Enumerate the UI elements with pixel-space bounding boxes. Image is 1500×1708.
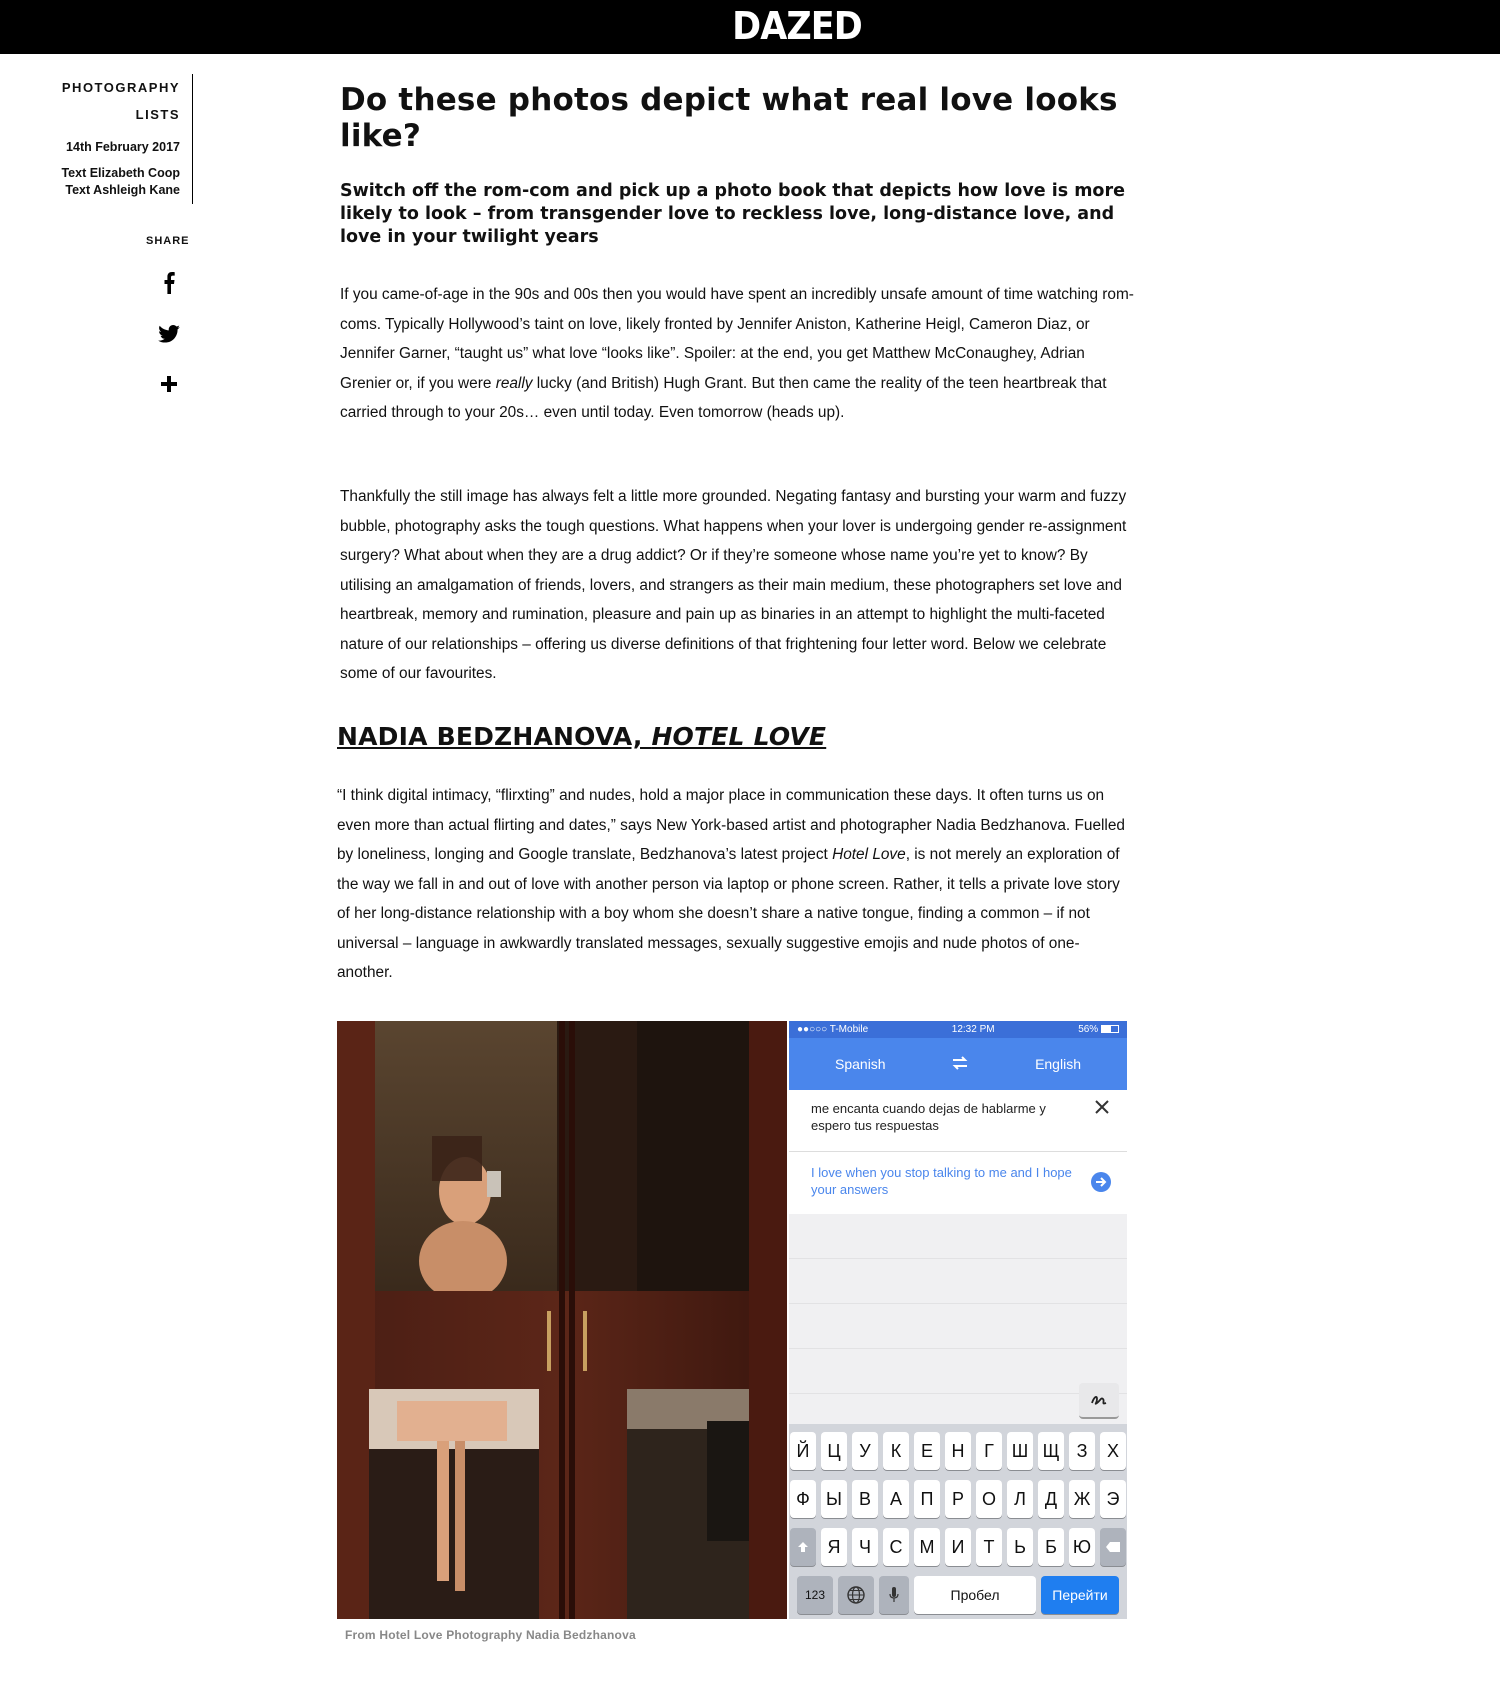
key[interactable]: Э <box>1100 1480 1126 1518</box>
key-row-2 <box>789 1480 1127 1518</box>
translate-screenshot <box>789 1021 1127 1619</box>
share-label: SHARE <box>146 235 190 247</box>
article-header <box>340 82 1130 249</box>
key[interactable]: Ф <box>790 1480 816 1518</box>
key[interactable]: Е <box>914 1432 940 1470</box>
paragraph-3: “I think digital intimacy, “flirxting” and nudes, hold a major place in communication these days. It often turns us on even more than actual flirting and dates,” says New York-based artist and photographer Nadia Bedzhanova. Fuelled by loneliness, longing and Google translate, Bedzhanova’s latest project Hotel Love, is not merely an exploration of the way we fall in and out of love with another person via laptop or phone screen. Rather, it tells a private love story of her long-distance relationship with a boy whom she doesn’t share a native tongue, finding a common – if not universal – language in awkwardly translated messages, sexually suggestive emojis and nude photos of one-another. <box>337 787 1125 981</box>
site-header <box>0 0 1500 54</box>
key[interactable]: Т <box>976 1528 1002 1566</box>
key[interactable]: Ю <box>1069 1528 1095 1566</box>
backspace-icon[interactable] <box>1100 1528 1126 1566</box>
subsection-link[interactable]: LISTS <box>135 107 180 122</box>
go-key[interactable]: Перейти <box>1041 1576 1119 1614</box>
key[interactable]: Ж <box>1069 1480 1095 1518</box>
key[interactable]: В <box>852 1480 878 1518</box>
key[interactable]: П <box>914 1480 940 1518</box>
credit-line[interactable]: Text Ashleigh Kane <box>65 183 180 197</box>
key[interactable]: З <box>1069 1432 1095 1470</box>
section-heading[interactable]: NADIA BEDZHANOVA, HOTEL LOVE <box>337 722 827 751</box>
clear-icon[interactable] <box>1095 1100 1109 1118</box>
key[interactable]: С <box>883 1528 909 1566</box>
key[interactable]: Б <box>1038 1528 1064 1566</box>
swap-languages-icon[interactable] <box>951 1056 969 1073</box>
key[interactable]: Ш <box>1007 1432 1033 1470</box>
key[interactable]: Д <box>1038 1480 1064 1518</box>
headline: Do these photos depict what real love looks like? <box>340 82 1118 154</box>
target-language[interactable]: English <box>1035 1056 1081 1072</box>
standfirst: Switch off the rom-com and pick up a photo book that depicts how love is more likely to look – from transgender love to reckless love, long-distance love, and love in your twilight years <box>340 181 1125 247</box>
key[interactable]: Г <box>976 1432 1002 1470</box>
battery-label: 56% <box>1078 1024 1119 1035</box>
key[interactable]: Ч <box>852 1528 878 1566</box>
credit-line[interactable]: Text Elizabeth Coop <box>61 166 180 180</box>
paragraph-1: If you came-of-age in the 90s and 00s then you would have spent an incredibly unsafe amount of time watching rom-coms. Typically Hollywood’s taint on love, likely fronted by Jennifer Aniston, Katherine Heigl, Cameron Diaz, or Jennifer Garner, “taught us” what love “looks like”. Spoiler: at the end, you get Matthew McConaughey, Adrian Grenier or, if you were really lucky (and British) Hugh Grant. But then came the reality of the teen heartbreak that carried through to your 20s… even until today. Even tomorrow (heads up). <box>340 286 1134 421</box>
credits <box>13 165 180 199</box>
hotel-love-photo <box>337 1021 787 1619</box>
twitter-icon[interactable] <box>158 322 180 346</box>
key[interactable]: Л <box>1007 1480 1033 1518</box>
key[interactable]: Щ <box>1038 1432 1064 1470</box>
globe-icon[interactable] <box>838 1576 874 1614</box>
key[interactable]: Ь <box>1007 1528 1033 1566</box>
key[interactable]: Й <box>790 1432 816 1470</box>
key[interactable]: Н <box>945 1432 971 1470</box>
key[interactable]: Х <box>1100 1432 1126 1470</box>
source-text-input[interactable]: me encanta cuando dejas de hablarme y espero tus respuestas <box>789 1090 1127 1152</box>
key[interactable]: К <box>883 1432 909 1470</box>
key-row-1 <box>789 1432 1127 1470</box>
article-meta <box>13 74 193 204</box>
carrier-label: ●●○○○ T-Mobile <box>797 1024 869 1035</box>
russian-keyboard <box>789 1424 1127 1619</box>
translation-output: I love when you stop talking to me and I hope your answers <box>789 1152 1127 1214</box>
key[interactable]: О <box>976 1480 1002 1518</box>
language-bar <box>789 1038 1127 1090</box>
key[interactable]: Ц <box>821 1432 847 1470</box>
site-logo[interactable]: DAZED <box>732 4 862 48</box>
key[interactable]: М <box>914 1528 940 1566</box>
source-language[interactable]: Spanish <box>835 1056 886 1072</box>
shift-icon[interactable] <box>790 1528 816 1566</box>
key[interactable]: Я <box>821 1528 847 1566</box>
image-caption: From Hotel Love Photography Nadia Bedzhanova <box>345 1628 636 1642</box>
space-key[interactable]: Пробел <box>914 1576 1036 1614</box>
handwriting-icon[interactable] <box>1079 1383 1119 1419</box>
key[interactable]: А <box>883 1480 909 1518</box>
key[interactable]: У <box>852 1432 878 1470</box>
key-row-3 <box>789 1528 1127 1566</box>
microphone-icon[interactable] <box>879 1576 909 1614</box>
numbers-key[interactable]: 123 <box>797 1576 833 1614</box>
key[interactable]: И <box>945 1528 971 1566</box>
time-label: 12:32 PM <box>951 1024 995 1035</box>
status-bar <box>789 1021 1127 1038</box>
key[interactable]: Р <box>945 1480 971 1518</box>
section-link[interactable]: PHOTOGRAPHY <box>61 80 180 95</box>
plus-icon[interactable] <box>158 372 180 396</box>
key[interactable]: Ы <box>821 1480 847 1518</box>
facebook-icon[interactable] <box>158 271 180 295</box>
arrow-right-icon[interactable] <box>1091 1172 1111 1196</box>
battery-icon <box>1101 1025 1119 1033</box>
history-area <box>789 1214 1127 1439</box>
key-row-4 <box>789 1576 1127 1614</box>
paragraph-2: Thankfully the still image has always felt a little more grounded. Negating fantasy and bursting your warm and fuzzy bubble, photography asks the tough questions. What happens when your lover is undergoing gender re-assignment surgery? What about when they are a drug addict? Or if they’re someone whose name you’re yet to know? By utilising an amalgamation of friends, lovers, and strangers as their main medium, these photographers set love and heartbreak, memory and rumination, pleasure and pain up as binaries in an attempt to highlight the multi-faceted nature of our relationships – offering us diverse definitions of that frightening four letter word. Below we celebrate some of our favourites. <box>340 488 1127 682</box>
publish-date: 14th February 2017 <box>66 140 180 154</box>
